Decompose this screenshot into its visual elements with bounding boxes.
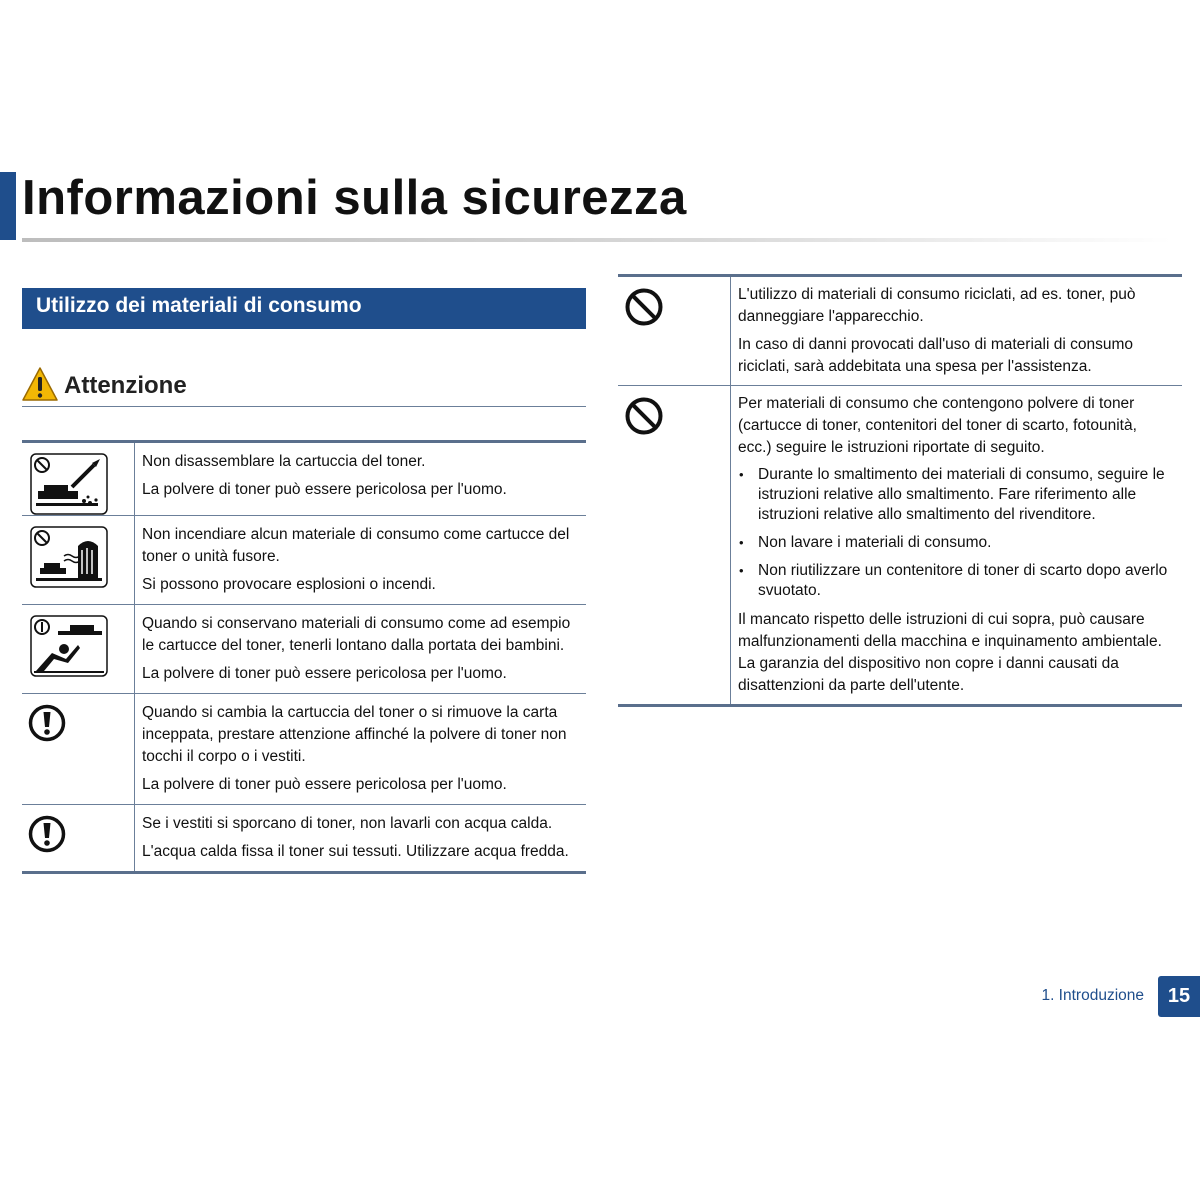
table-row	[22, 442, 586, 516]
row-text: Quando si conservano materiali di consumo come ad esempio le cartucce del toner, tenerli lontano dalla portata dei bambini.	[142, 615, 571, 654]
exclamation-circle-icon	[28, 815, 66, 853]
row-text: Non incendiare alcun materiale di consumo come cartucce del toner o unità fusore.	[142, 526, 570, 565]
row-text: Si possono provocare esplosioni o incendi.	[142, 576, 436, 593]
row-text: La polvere di toner può essere pericolosa per l'uomo.	[142, 776, 507, 793]
icon-cell	[22, 442, 135, 516]
keep-away-children-icon	[30, 615, 108, 677]
row-text: La polvere di toner può essere pericolosa per l'uomo.	[142, 481, 507, 498]
icon-cell	[618, 386, 731, 706]
row-text: Non disassemblare la cartuccia del toner.	[142, 453, 426, 470]
table-row	[618, 386, 1182, 706]
no-burn-consumables-icon	[30, 526, 108, 588]
text-cell	[135, 694, 587, 805]
row-text: L'utilizzo di materiali di consumo riciclati, ad es. toner, può danneggiare l'apparecchio.	[738, 286, 1136, 325]
row-text: Se i vestiti si sporcano di toner, non lavarli con acqua calda.	[142, 815, 553, 832]
title-accent-bar	[0, 172, 16, 240]
list-item: • Non lavare i materiali di consumo.	[758, 533, 1174, 553]
title-divider	[22, 238, 1172, 242]
caution-table-left	[22, 440, 586, 874]
row-text: L'acqua calda fissa il toner sui tessuti. Utilizzare acqua fredda.	[142, 843, 569, 860]
text-cell	[135, 516, 587, 605]
table-row	[22, 805, 586, 873]
table-row	[22, 516, 586, 605]
icon-cell	[22, 805, 135, 873]
text-cell	[135, 605, 587, 694]
warning-triangle-icon	[22, 366, 58, 402]
list-item: • Durante lo smaltimento dei materiali di consumo, seguire le istruzioni relative allo smaltimento. Fare riferimento alle istruzioni relative allo smaltimento del rivenditore.	[758, 465, 1174, 525]
text-cell	[135, 442, 587, 516]
icon-cell	[22, 516, 135, 605]
page-title: Informazioni sulla sicurezza	[22, 171, 687, 225]
icon-cell	[22, 605, 135, 694]
section-header: Utilizzo dei materiali di consumo	[22, 288, 586, 329]
exclamation-circle-icon	[28, 704, 66, 742]
table-row	[22, 694, 586, 805]
row-text: Quando si cambia la cartuccia del toner o si rimuove la carta inceppata, prestare attenzione affinché la polvere di toner non tocchi il corpo o i vestiti.	[142, 704, 567, 765]
page-number: 15	[1158, 976, 1200, 1017]
caution-heading	[22, 366, 586, 407]
table-row	[22, 605, 586, 694]
prohibited-icon	[624, 287, 664, 327]
row-text: Per materiali di consumo che contengono polvere di toner (cartucce di toner, contenitori del toner di scarto, fotounità, ecc.) seguire le istruzioni riportate di seguito.	[738, 395, 1137, 456]
text-cell	[731, 276, 1183, 386]
table-row	[618, 276, 1182, 386]
icon-cell	[618, 276, 731, 386]
caution-table-right	[618, 274, 1182, 707]
text-cell	[731, 386, 1183, 706]
row-text: La polvere di toner può essere pericolosa per l'uomo.	[142, 665, 507, 682]
footer-section-link[interactable]: 1. Introduzione	[1041, 987, 1144, 1004]
prohibited-icon	[624, 396, 664, 436]
text-cell	[135, 805, 587, 873]
list-item: • Non riutilizzare un contenitore di toner di scarto dopo averlo svuotato.	[758, 561, 1174, 601]
icon-cell	[22, 694, 135, 805]
bullet-list	[738, 465, 1174, 601]
row-text: Il mancato rispetto delle istruzioni di cui sopra, può causare malfunzionamenti della macchina e inquinamento ambientale. La garanzia del dispositivo non copre i danni causati da disattenzioni da parte dell'utente.	[738, 611, 1162, 694]
caution-label: Attenzione	[64, 372, 187, 399]
no-disassemble-toner-icon	[30, 453, 108, 515]
row-text: In caso di danni provocati dall'uso di materiali di consumo riciclati, sarà addebitata una spesa per l'assistenza.	[738, 336, 1133, 375]
